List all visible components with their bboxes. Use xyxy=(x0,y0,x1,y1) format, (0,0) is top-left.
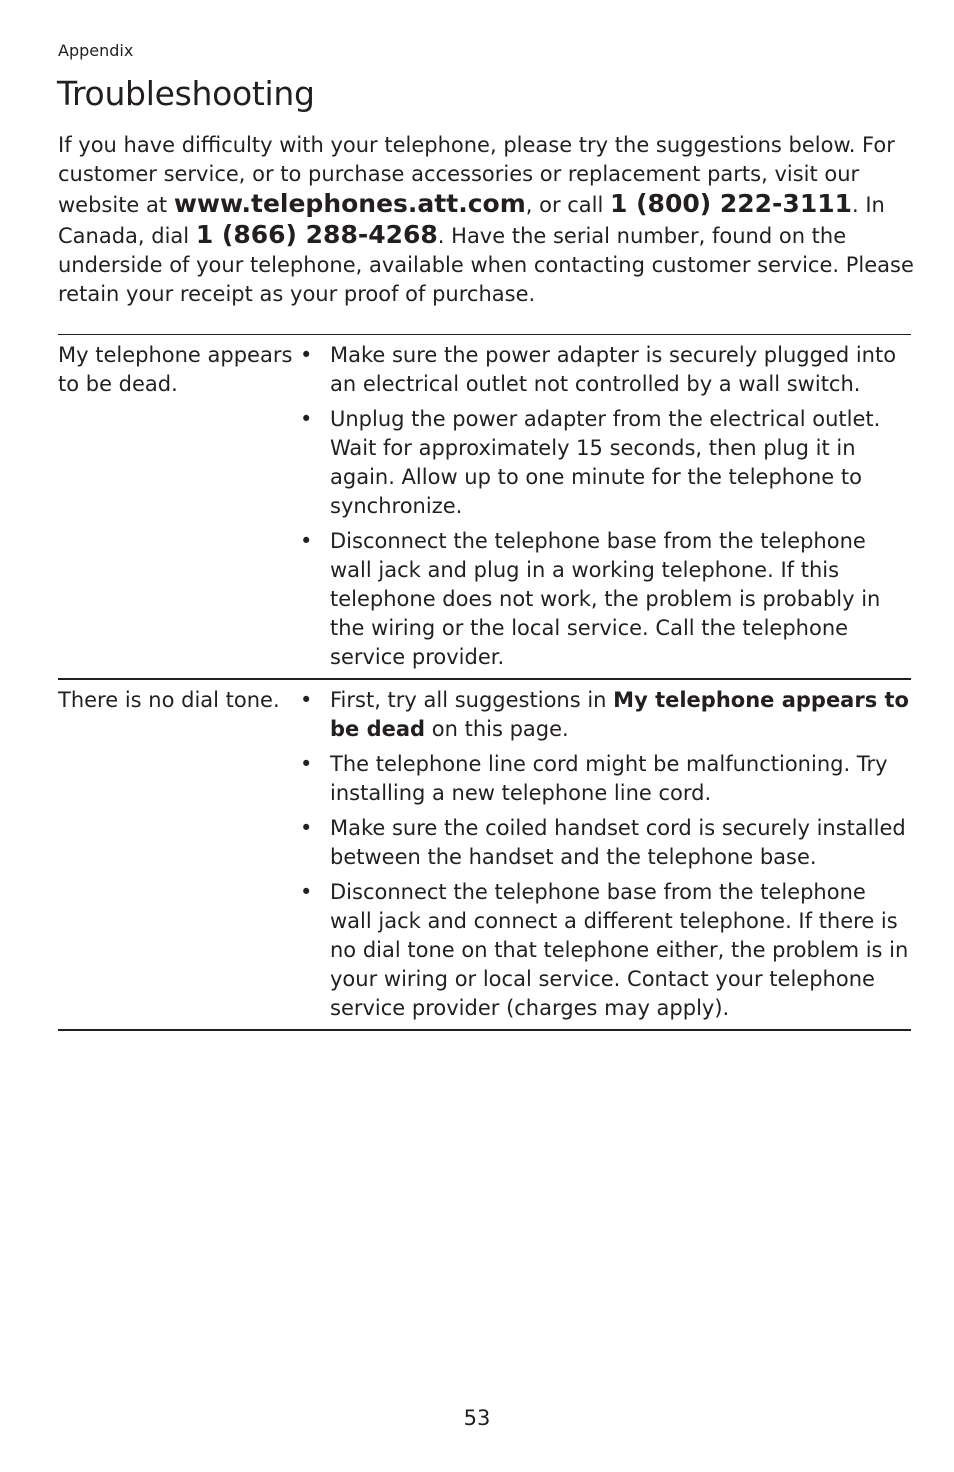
intro-text-2: , or call xyxy=(525,193,611,217)
solutions-list xyxy=(298,335,911,678)
table-row xyxy=(58,680,911,1031)
page-title: Troubleshooting xyxy=(57,74,315,113)
list-item: • The telephone line cord might be malfunctioning. Try installing a new telephone line cord. xyxy=(298,750,911,808)
solution-text: First, try all suggestions in xyxy=(330,688,614,712)
problem-cell: There is no dial tone. xyxy=(58,688,280,712)
solution-reference: My telephone appears to be dead xyxy=(330,688,909,741)
list-item: • Disconnect the telephone base from the telephone wall jack and connect a different telephone. If there is no dial tone on that telephone either, the problem is in your wiring or local service. Contact your telephone service provider (charges may apply). xyxy=(298,878,911,1023)
solutions-list xyxy=(298,680,911,1029)
intro-paragraph xyxy=(58,131,918,309)
phone-canada: 1 (866) 288-4268 xyxy=(195,220,438,249)
solution-text: on this page. xyxy=(425,717,569,741)
website-link: www.telephones.att.com xyxy=(173,189,526,218)
intro-text-3: . In Canada, dial xyxy=(58,193,885,248)
problem-cell: My telephone appears to be dead. xyxy=(58,343,293,396)
list-item xyxy=(298,686,911,744)
list-item: • Unplug the power adapter from the electrical outlet. Wait for approximately 15 seconds, then plug it in again. Allow up to one minute for the telephone to synchronize. xyxy=(298,405,911,521)
list-item: • Make sure the coiled handset cord is securely installed between the handset and the telephone base. xyxy=(298,814,911,872)
section-label: Appendix xyxy=(58,41,134,60)
phone-us: 1 (800) 222-3111 xyxy=(610,189,853,218)
intro-text-1: If you have difficulty with your telephone, please try the suggestions below. For customer service, or to purchase accessories or replacement parts, visit our website at xyxy=(58,133,895,217)
intro-text-4: . Have the serial number, found on the underside of your telephone, available when contacting customer service. Please retain your receipt as your proof of purchase. xyxy=(58,224,914,306)
list-item: • Make sure the power adapter is securely plugged into an electrical outlet not controlled by a wall switch. xyxy=(298,341,911,399)
table-row xyxy=(58,335,911,680)
list-item: • Disconnect the telephone base from the telephone wall jack and plug in a working telephone. If this telephone does not work, the problem is probably in the wiring or the local service. Call the telephone service provider. xyxy=(298,527,911,672)
page-number: 53 xyxy=(463,1406,491,1430)
troubleshooting-table xyxy=(58,334,911,1031)
